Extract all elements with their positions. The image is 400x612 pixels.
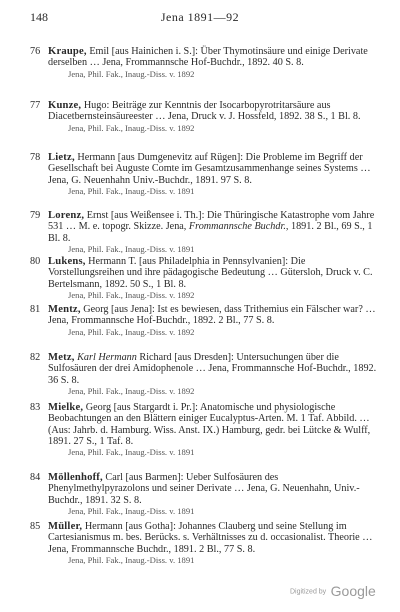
author-name: Lorenz,: [48, 210, 85, 221]
entry-79: [30, 210, 378, 254]
entry-text: [48, 152, 378, 186]
entry-note: Jena, Phil. Fak., Inaug.-Diss. v. 1892: [68, 68, 195, 79]
entry-text: [48, 472, 378, 506]
author-name: Müller,: [48, 521, 83, 532]
entry-81: [30, 304, 378, 337]
entry-description: Hugo: Beiträge zur Kenntnis der Isocarbopyrotritarsäure aus Diacetbernsteinsäureester … Jena, Druck v. J. Hossfeld, 1892. 38 S., 1 Bl. 8.: [48, 100, 361, 123]
entry-description: Richard [aus Dresden]: Untersuchungen über die Sulfosäuren der drei Amidophenole … Jena, Frommannsche Hof-Buchdr., 1892. 36 S. 8.: [48, 352, 377, 386]
entry-note: Jena, Phil. Fak., Inaug.-Diss. v. 1891: [68, 505, 195, 516]
entry-number: 84: [30, 472, 41, 483]
entry-description: Hermann [aus Gotha]: Johannes Clauberg und seine Stellung im Cartesianismus m. bes. Berücks. s. Verhältnisses zu d. occasionalist. Theorie … Jena, Frommannsche Buchdr., 1891. 2 Bl., 77 S. 8.: [48, 521, 373, 555]
entry-number: 77: [30, 100, 41, 111]
entry-text: [48, 304, 378, 327]
entry-text: [48, 46, 378, 69]
entry-83: [30, 402, 378, 457]
entry-text: [48, 100, 378, 123]
author-name: Mentz,: [48, 304, 81, 315]
entry-text: [48, 256, 378, 290]
entry-78: [30, 152, 378, 196]
entry-description: Emil [aus Hainichen i. S.]: Über Thymotinsäure und einige Derivate derselben … Jena, Frommannsche Hof-Buchdr., 1892. 40 S. 8.: [48, 46, 368, 69]
entry-note: Jena, Phil. Fak., Inaug.-Diss. v. 1891: [68, 447, 195, 458]
entry-description: Hermann T. [aus Philadelphia in Pennsylvanien]: Die Vorstellungsreihen und ihre pädagogische Bedeutung … Gütersloh, Druck v. C. Bertelsmann, 1892. 50 S., 1 Bl. 8.: [48, 256, 373, 290]
entry-description: Hermann [aus Dumgenevitz auf Rügen]: Die Probleme im Begriff der Gesellschaft bei Auguste Comte im Gesamtzusammenhange seines Systems … Jena, G. Neuenhahn Univ.-Buchdr., 1891. 97 S. 8.: [48, 152, 371, 186]
entry-text: [48, 402, 378, 447]
author-name: Lietz,: [48, 152, 75, 163]
entry-description-end: 1891. 2 Bl., 69 S., 1 Bl. 8.: [48, 221, 373, 244]
entry-description: Georg [aus Stargardt i. Pr.]: Anatomische und physiologische Beobachtungen an den Blättern einiger Eucalyptus-Arten. M. 1 Taf. Abbild. … (Aus: Jahrb. d. Hamburg. Wiss. Anst. IX.) Hamburg, gedr. bei Lütcke & Wulff, 1891. 27 S., 1 Taf. 8.: [48, 402, 371, 447]
digitized-watermark: [290, 583, 376, 601]
author-name: Metz,: [48, 352, 75, 363]
running-head: Jena 1891—92: [160, 10, 240, 24]
entry-description: Ernst [aus Weißensee i. Th.]: Die Thüringische Katastrophe vom Jahre 531 … M. e. topogr. Skizze. Jena,: [48, 210, 375, 233]
entry-note: Jena, Phil. Fak., Inaug.-Diss. v. 1892: [68, 326, 195, 337]
entry-77: [30, 100, 378, 133]
entry-note: Jena, Phil. Fak., Inaug.-Diss. v. 1891: [68, 243, 195, 254]
entry-number: 85: [30, 521, 41, 532]
entry-84: [30, 472, 378, 516]
page-number: 148: [30, 10, 48, 24]
author-name: Möllenhoff,: [48, 472, 103, 483]
google-logo: Google: [330, 583, 376, 599]
entry-number: 76: [30, 46, 41, 57]
entry-text: [48, 210, 378, 244]
publisher-italic: Frommannsche Buchdr.,: [188, 221, 289, 233]
entry-description: Carl [aus Barmen]: Ueber Sulfosäuren des Phenylmethylpyrazolons und seiner Derivate … Jena, G. Neuenhahn, Univ.-Buchdr., 1891. 32 S. 8.: [48, 472, 360, 506]
entry-description: Georg [aus Jena]: Ist es bewiesen, dass Trithemius ein Fälscher war? … Jena, Frommannsche Hof-Buchdr., 1892. 2 Bl., 77 S. 8.: [48, 304, 376, 327]
author-name: Lukens,: [48, 256, 86, 267]
entry-76: [30, 46, 378, 79]
entry-85: [30, 521, 378, 565]
entry-number: 79: [30, 210, 41, 221]
entry-note: Jena, Phil. Fak., Inaug.-Diss. v. 1892: [68, 289, 195, 300]
entry-text: [48, 352, 378, 386]
entry-number: 80: [30, 256, 41, 267]
entry-note: Jena, Phil. Fak., Inaug.-Diss. v. 1892: [68, 385, 195, 396]
entry-note: Jena, Phil. Fak., Inaug.-Diss. v. 1891: [68, 185, 195, 196]
digitized-label: Digitized by: [290, 588, 327, 596]
entry-note: Jena, Phil. Fak., Inaug.-Diss. v. 1892: [68, 122, 195, 133]
author-name: Kraupe,: [48, 46, 87, 57]
entry-number: 78: [30, 152, 41, 163]
entry-note: Jena, Phil. Fak., Inaug.-Diss. v. 1891: [68, 554, 195, 565]
given-names-italic: Karl Hermann: [77, 352, 137, 363]
entry-text: [48, 521, 378, 555]
entry-number: 83: [30, 402, 41, 413]
entry-number: 81: [30, 304, 41, 315]
entry-number: 82: [30, 352, 41, 363]
author-name: Kunze,: [48, 100, 82, 111]
author-name: Mielke,: [48, 402, 84, 413]
entry-80: [30, 256, 378, 300]
entry-82: [30, 352, 378, 396]
